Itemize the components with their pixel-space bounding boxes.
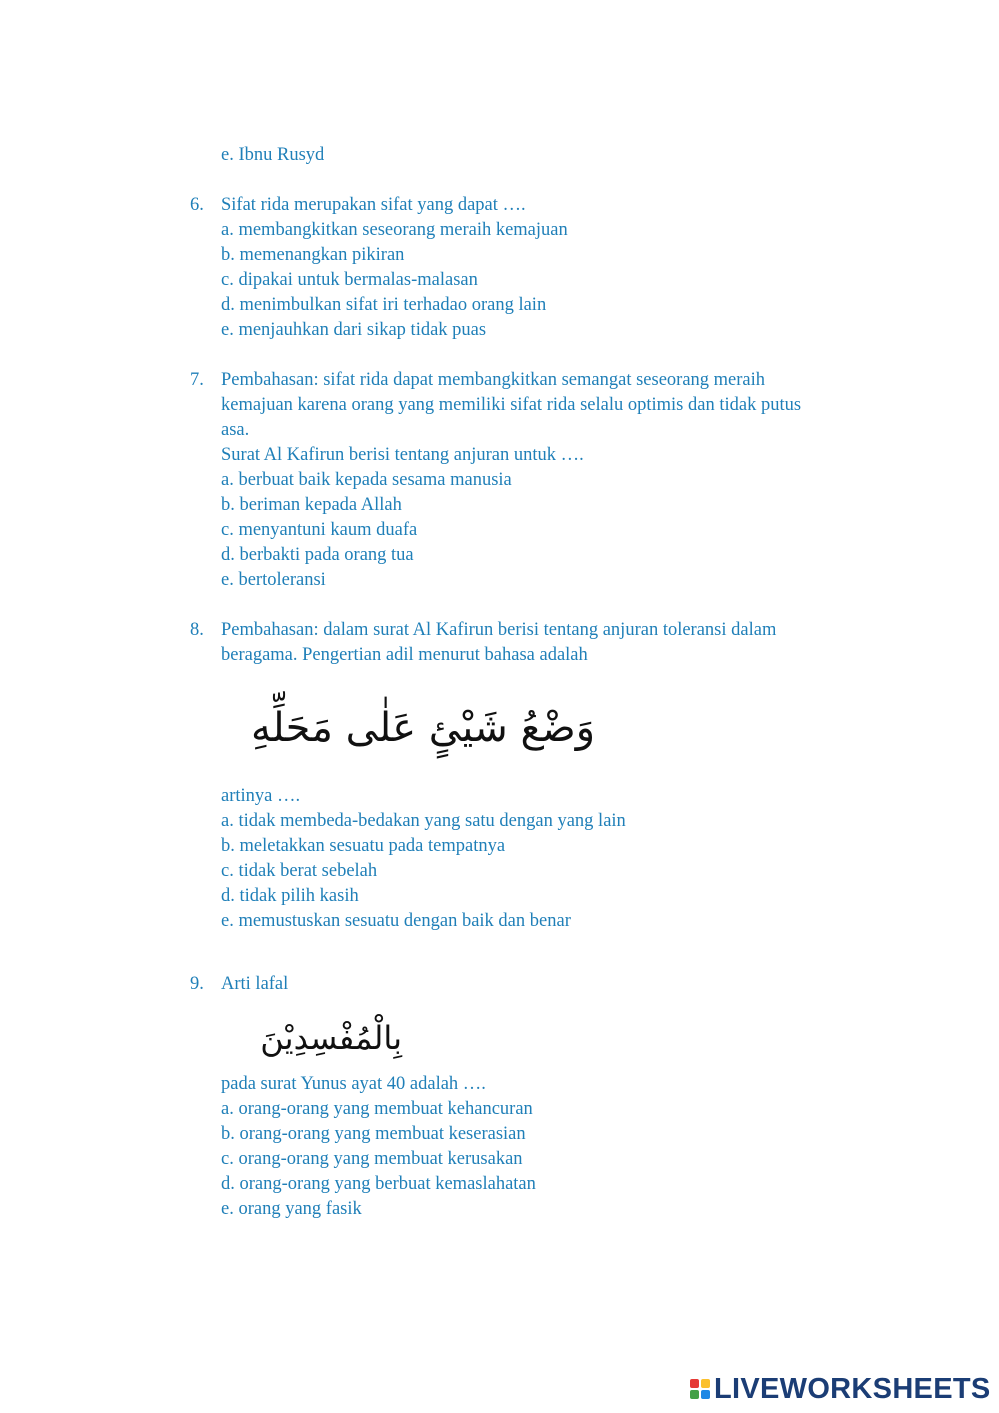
q7-explanation-line-3: asa. <box>221 420 250 440</box>
q9-option-c: c. orang-orang yang membuat kerusakan <box>221 1149 523 1169</box>
q9-question: pada surat Yunus ayat 40 adalah …. <box>221 1074 486 1094</box>
q8-number: 8. <box>190 620 204 640</box>
q9-option-a: a. orang-orang yang membuat kehancuran <box>221 1099 533 1119</box>
q7-explanation-line-2: kemajuan karena orang yang memiliki sifat rida selalu optimis dan tidak putus <box>221 395 802 415</box>
logo-mark-icon <box>690 1379 710 1399</box>
q6-option-a: a. membangkitkan seseorang meraih kemajuan <box>221 220 568 240</box>
q8-explanation-line-2: beragama. Pengertian adil menurut bahasa adalah <box>221 645 588 665</box>
q5-option-e: e. Ibnu Rusyd <box>221 145 325 165</box>
q8-option-b: b. meletakkan sesuatu pada tempatnya <box>221 836 506 856</box>
q8-question: artinya …. <box>221 786 301 806</box>
q7-explanation-line-1: Pembahasan: sifat rida dapat membangkitkan semangat seseorang meraih <box>221 370 766 390</box>
q9-option-b: b. orang-orang yang membuat keserasian <box>221 1124 526 1144</box>
q9-option-e: e. orang yang fasik <box>221 1199 362 1219</box>
q7-number: 7. <box>190 370 204 390</box>
q7-question: Surat Al Kafirun berisi tentang anjuran untuk …. <box>221 445 584 465</box>
logo-square-red <box>690 1379 699 1388</box>
q7-option-d: d. berbakti pada orang tua <box>221 545 414 565</box>
q8-arabic-phrase: وَضْعُ شَيْئٍ عَلٰى مَحَلِّهِ <box>250 705 596 751</box>
q6-question: Sifat rida merupakan sifat yang dapat …. <box>221 195 526 215</box>
q8-option-d: d. tidak pilih kasih <box>221 886 359 906</box>
q9-number: 9. <box>190 974 204 994</box>
q6-number: 6. <box>190 195 204 215</box>
logo-text: LIVEWORKSHEETS <box>714 1372 991 1405</box>
q9-option-d: d. orang-orang yang berbuat kemaslahatan <box>221 1174 536 1194</box>
q6-option-c: c. dipakai untuk bermalas-malasan <box>221 270 478 290</box>
q8-option-c: c. tidak berat sebelah <box>221 861 378 881</box>
logo-square-yellow <box>701 1379 710 1388</box>
q9-lead: Arti lafal <box>221 974 289 994</box>
q7-option-e: e. bertoleransi <box>221 570 326 590</box>
q9-arabic-word: بِالْمُفْسِدِيْنَ <box>260 1019 402 1057</box>
q7-option-c: c. menyantuni kaum duafa <box>221 520 418 540</box>
q8-option-e: e. memustuskan sesuatu dengan baik dan benar <box>221 911 571 931</box>
q6-option-e: e. menjauhkan dari sikap tidak puas <box>221 320 487 340</box>
q8-option-a: a. tidak membeda-bedakan yang satu dengan yang lain <box>221 811 626 831</box>
q6-option-b: b. memenangkan pikiran <box>221 245 405 265</box>
q7-option-b: b. beriman kepada Allah <box>221 495 402 515</box>
logo-square-blue <box>701 1390 710 1399</box>
q6-option-d: d. menimbulkan sifat iri terhadao orang lain <box>221 295 547 315</box>
q7-option-a: a. berbuat baik kepada sesama manusia <box>221 470 512 490</box>
liveworksheets-logo <box>690 1372 991 1406</box>
logo-square-green <box>690 1390 699 1399</box>
q8-explanation-line-1: Pembahasan: dalam surat Al Kafirun berisi tentang anjuran toleransi dalam <box>221 620 777 640</box>
